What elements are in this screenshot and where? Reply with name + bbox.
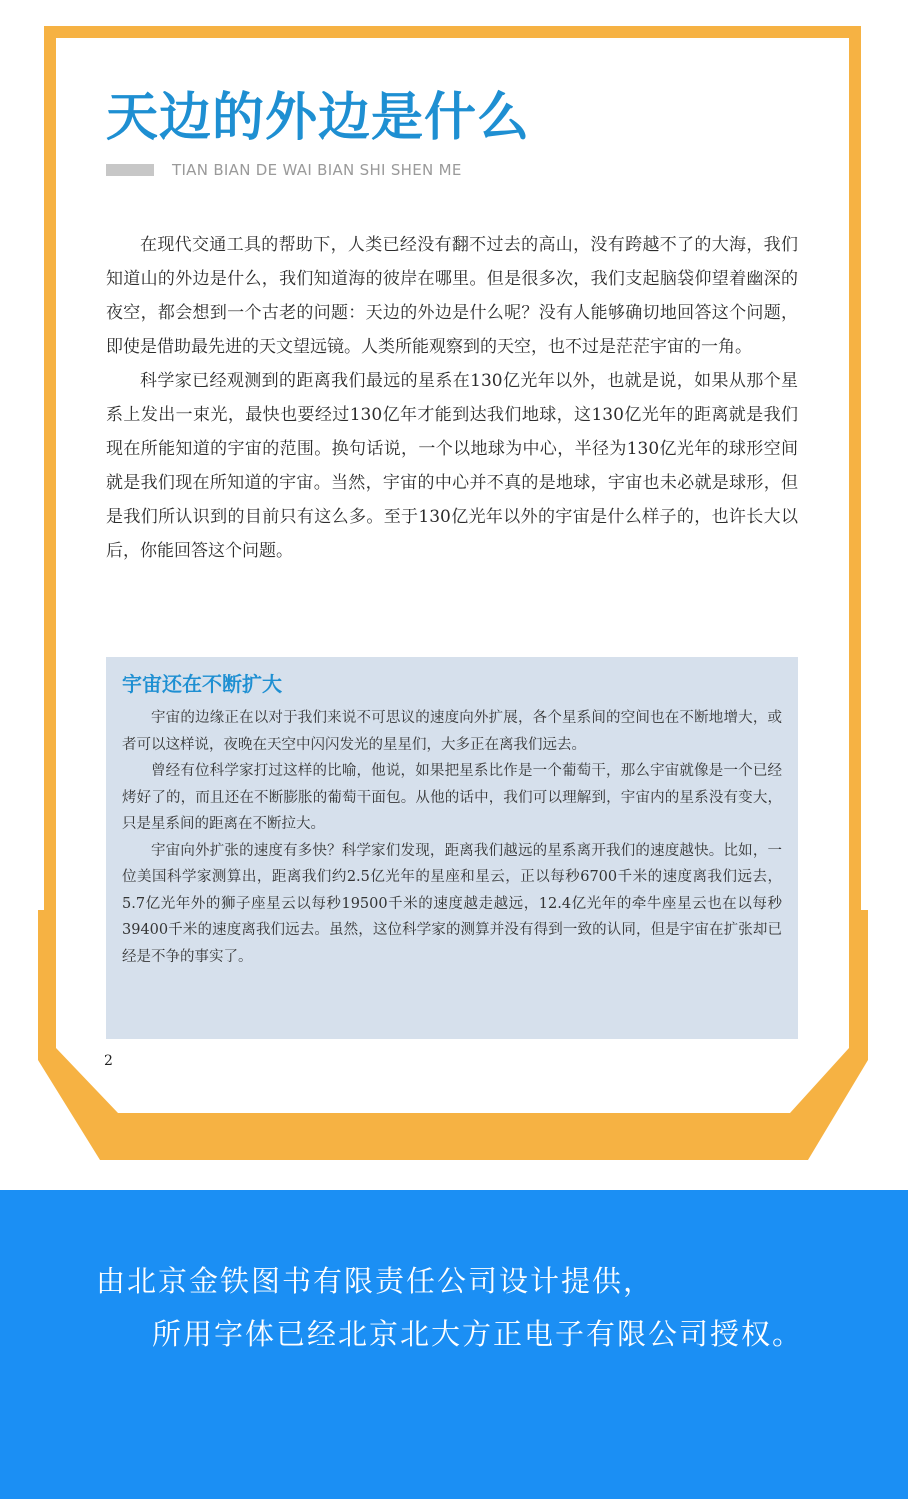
footer-credit-line-1: 由北京金铁图书有限责任公司设计提供， — [96, 1264, 655, 1298]
sidebar-paragraph: 曾经有位科学家打过这样的比喻，他说，如果把星系比作是一个葡萄干，那么宇宙就像是一个已经烤好了的，而且还在不断膨胀的葡萄干面包。从他的话中，我们可以理解到，宇宙内的星系没有变大，只是星系间的距离在不断拉大。 — [122, 763, 782, 832]
sidebar-paragraph: 宇宙向外扩张的速度有多快？科学家们发现，距离我们越远的星系离开我们的速度越快。比如，一位美国科学家测算出，距离我们约2.5亿光年的星座和星云，正以每秒6700千米的速度离我们远去，5.7亿光年外的狮子座星云以每秒19500千米的速度越走越远，12.4亿光年的牵牛座星云也在以每秒39400千米的速度离我们远去。虽然，这位科学家的测算并没有得到一致的认同，但是宇宙在扩张却已经是不争的事实了。 — [122, 842, 782, 965]
page-subtitle: TIAN BIAN DE WAI BIAN SHI SHEN ME — [172, 161, 462, 179]
sidebar-title: 宇宙还在不断扩大 — [122, 672, 282, 696]
sidebar-text — [122, 705, 782, 970]
sidebar-box — [106, 657, 798, 1039]
footer-credit-line-2: 所用字体已经北京北大方正电子有限公司授权。 — [152, 1317, 804, 1351]
page-number: 2 — [104, 1053, 113, 1069]
page-title: 天边的外边是什么 — [106, 88, 531, 148]
sidebar-paragraph: 宇宙的边缘正在以对于我们来说不可思议的速度向外扩展，各个星系间的空间也在不断地增大，或者可以这样说，夜晚在天空中闪闪发光的星星们，大多正在离我们远去。 — [122, 710, 782, 753]
subtitle-bar — [106, 164, 154, 176]
article-paragraph: 在现代交通工具的帮助下，人类已经没有翻不过去的高山，没有跨越不了的大海，我们知道山的外边是什么，我们知道海的彼岸在哪里。但是很多次，我们支起脑袋仰望着幽深的夜空，都会想到一个古老的问题：天边的外边是什么呢？没有人能够确切地回答这个问题，即使是借助最先进的天文望远镜。人类所能观察到的天空，也不过是茫茫宇宙的一角。 — [106, 235, 798, 357]
article-body — [106, 228, 798, 568]
article-paragraph: 科学家已经观测到的距离我们最远的星系在130亿光年以外，也就是说，如果从那个星系上发出一束光，最快也要经过130亿年才能到达我们地球，这130亿光年的距离就是我们现在所能知道的宇宙的范围。换句话说，一个以地球为中心，半径为130亿光年的球形空间就是我们现在所知道的宇宙。当然，宇宙的中心并不真的是地球，宇宙也未必就是球形，但是我们所认识到的目前只有这么多。至于130亿光年以外的宇宙是什么样子的，也许长大以后，你能回答这个问题。 — [106, 371, 798, 561]
